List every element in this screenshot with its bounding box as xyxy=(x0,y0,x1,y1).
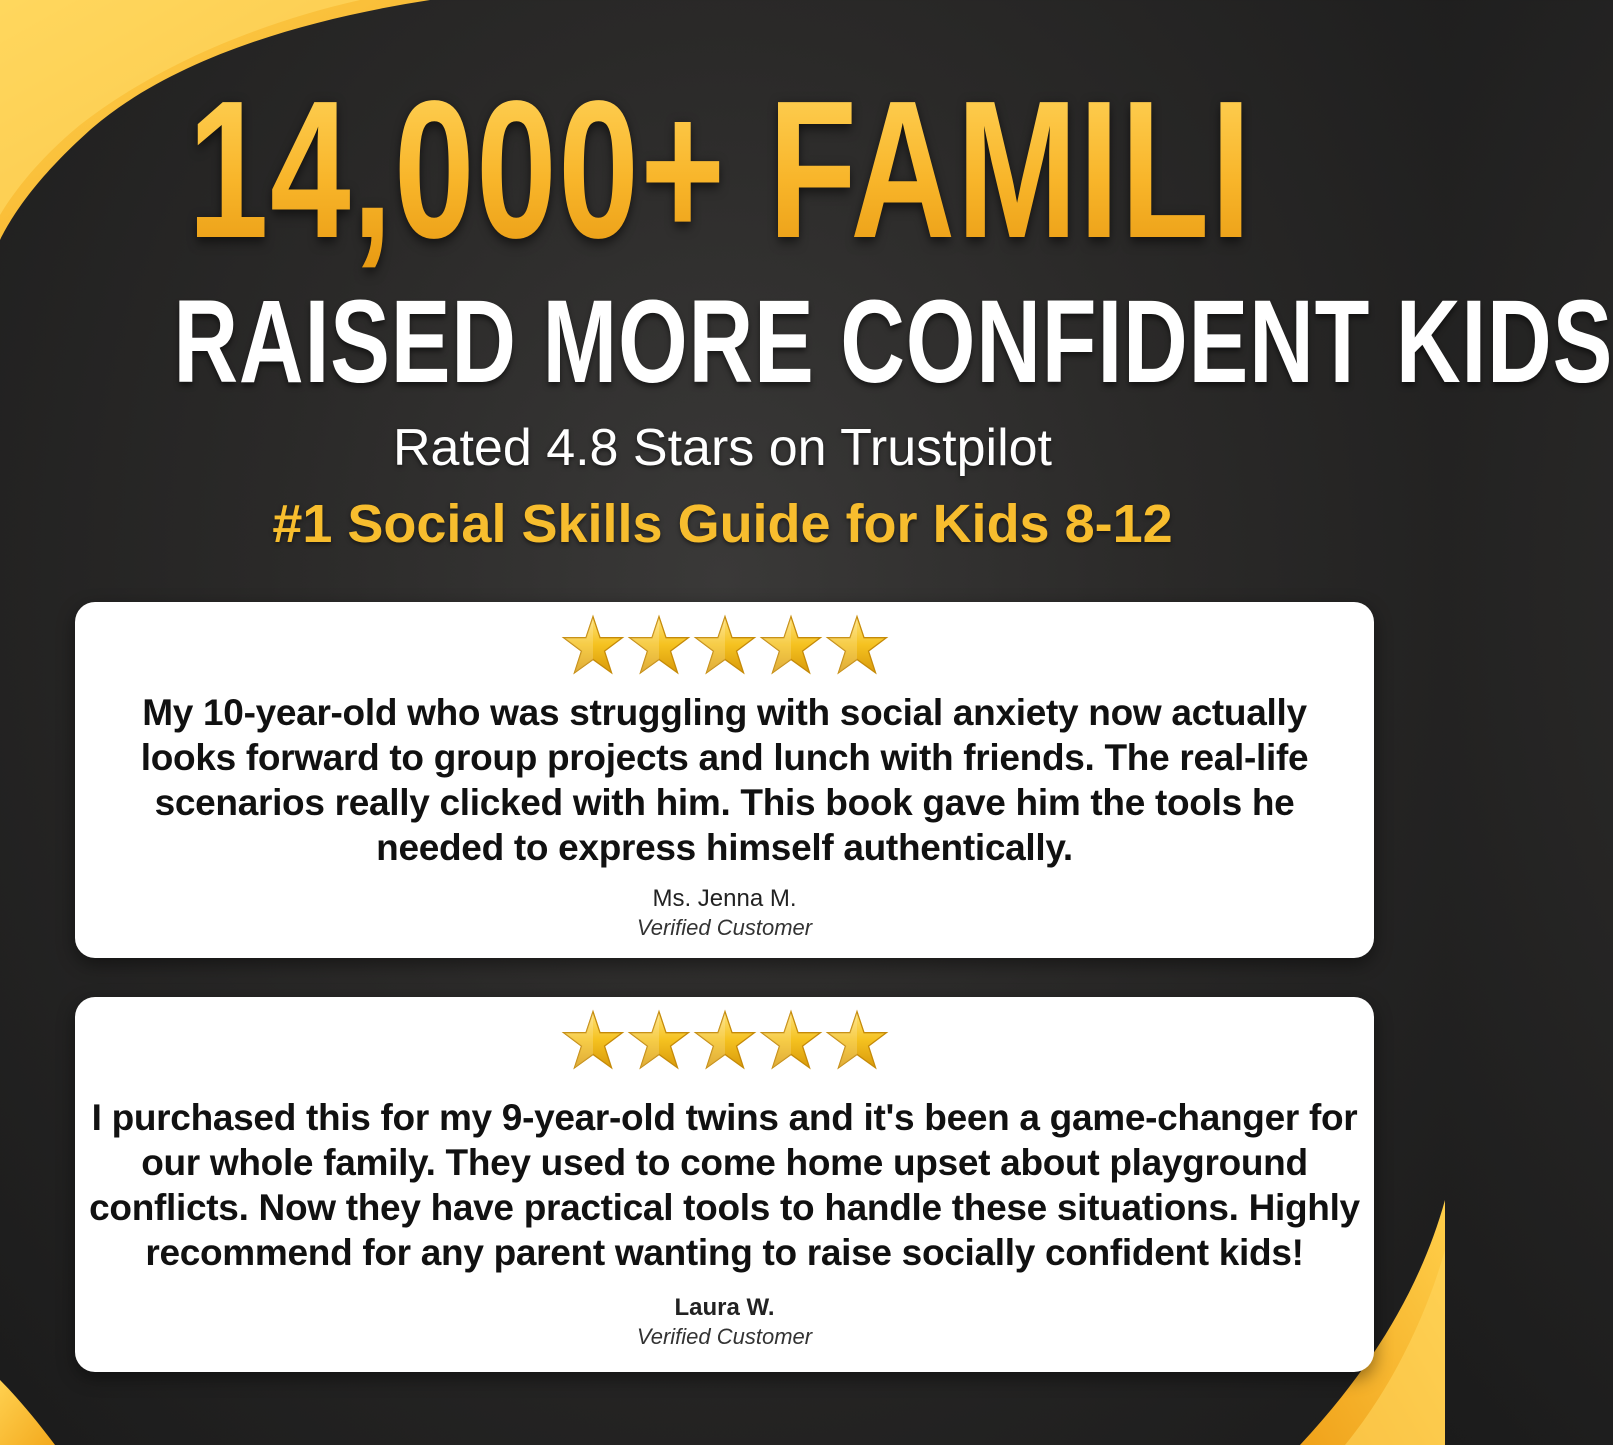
review-card xyxy=(75,602,1374,958)
star-icon xyxy=(759,1009,823,1073)
star-icon xyxy=(627,1009,691,1073)
review-text: My 10-year-old who was struggling with social anxiety now actually looks forward to group projects and lunch with friends. The real-life scenarios really clicked with him. This book gave him the tools he needed to express himself authentically. xyxy=(140,692,1309,868)
star-rating xyxy=(75,1009,1374,1077)
tagline: #1 Social Skills Guide for Kids 8-12 xyxy=(272,494,1173,554)
trustpilot-rating: Rated 4.8 Stars on Trustpilot xyxy=(392,419,1052,477)
review-card xyxy=(75,997,1374,1372)
verified-badge: Verified Customer xyxy=(636,915,813,940)
headline-confident-kids: RAISED MORE CONFIDENT KIDS xyxy=(173,276,1613,408)
review-text: I purchased this for my 9-year-old twins and it's been a game-changer for our whole family. They used to come home upset about playground conflicts. Now they have practical tools to handle these situations. Highly recommend for any parent wanting to raise socially confident kids! xyxy=(89,1097,1360,1273)
star-icon xyxy=(825,1009,889,1073)
reviewer-name: Ms. Jenna M. xyxy=(652,885,797,912)
star-icon xyxy=(627,614,691,678)
star-icon xyxy=(561,614,625,678)
star-icon xyxy=(561,1009,625,1073)
star-icon xyxy=(759,614,823,678)
reviewer-name: Laura W. xyxy=(674,1294,775,1321)
star-rating xyxy=(75,614,1374,682)
headline-families: 14,000+ FAMILIES xyxy=(187,60,1449,279)
star-icon xyxy=(693,614,757,678)
star-icon xyxy=(825,614,889,678)
verified-badge: Verified Customer xyxy=(636,1324,813,1349)
star-icon xyxy=(693,1009,757,1073)
